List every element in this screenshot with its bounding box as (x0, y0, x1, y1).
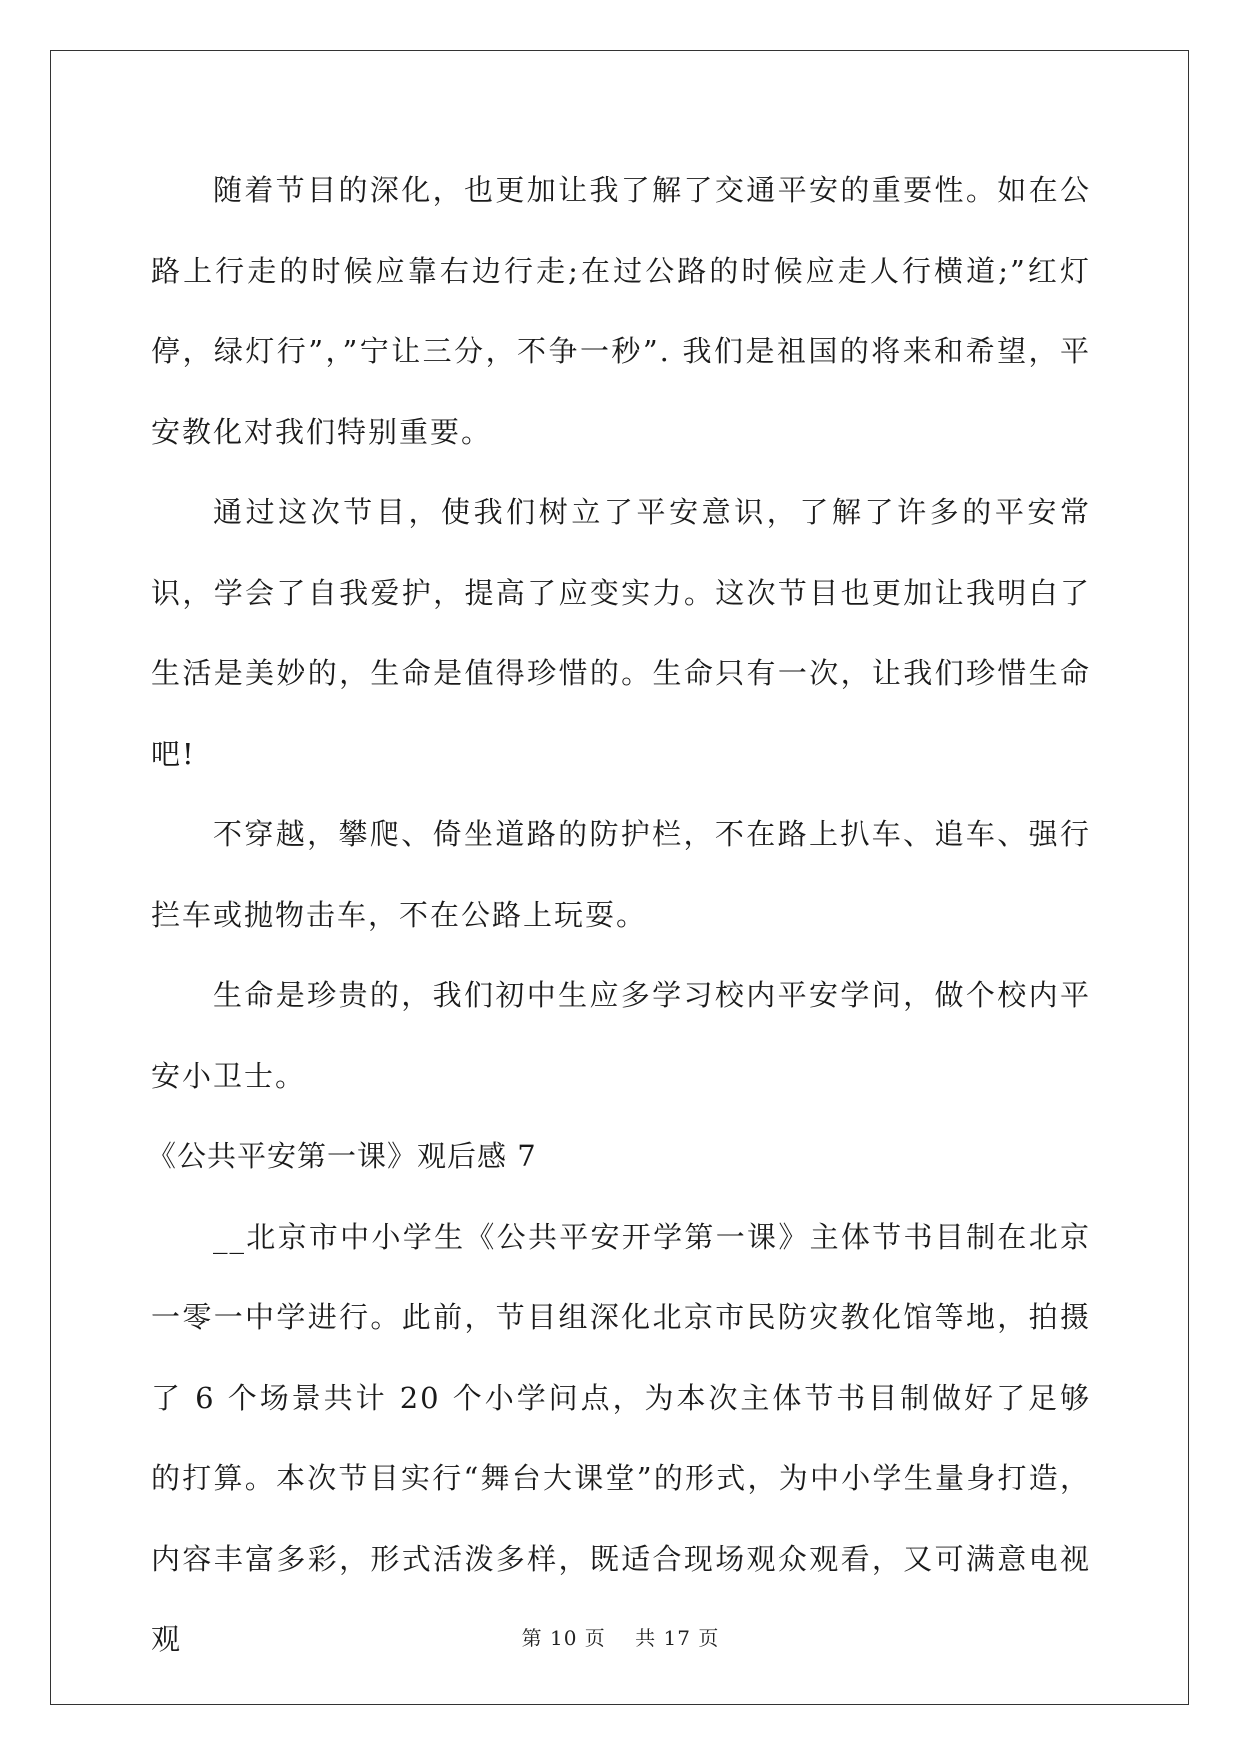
body-paragraph: 随着节目的深化，也更加让我了解了交通平安的重要性。如在公路上行走的时候应靠右边行走;在过公路的时候应走人行横道;”红灯停，绿灯行”，”宁让三分，不争一秒”. 我们是祖国的将来和希望，平安教化对我们特别重要。 (151, 173, 1091, 449)
page-footer (0, 1622, 1241, 1651)
body-paragraph: 通过这次节目，使我们树立了平安意识，了解了许多的平安常识，学会了自我爱护，提高了应变实力。这次节目也更加让我明白了生活是美妙的，生命是值得珍惜的。生命只有一次，让我们珍惜生命吧! (151, 495, 1091, 771)
body-paragraph: 生命是珍贵的，我们初中生应多学习校内平安学问，做个校内平安小卫士。 (151, 978, 1091, 1093)
body-paragraph: __北京市中小学生《公共平安开学第一课》主体节书目制在北京一零一中学进行。此前，节目组深化北京市民防灾教化馆等地，拍摄了 6 个场景共计 20 个小学问点，为本次主体节书目制做好了足够的打算。本次节目实行“舞台大课堂”的形式，为中小学生量身打造，内容丰富多彩，形式活泼多样，既适合现场观众观看，又可满意电视观 (151, 1219, 1091, 1656)
body-paragraph: 不穿越，攀爬、倚坐道路的防护栏，不在路上扒车、追车、强行拦车或抛物击车，不在公路上玩耍。 (151, 817, 1091, 932)
document-body (147, 150, 1091, 1680)
section-heading: 《公共平安第一课》观后感 7 (147, 1139, 537, 1173)
page-total: 共 17 页 (635, 1626, 720, 1650)
page-number: 第 10 页 (521, 1626, 606, 1650)
